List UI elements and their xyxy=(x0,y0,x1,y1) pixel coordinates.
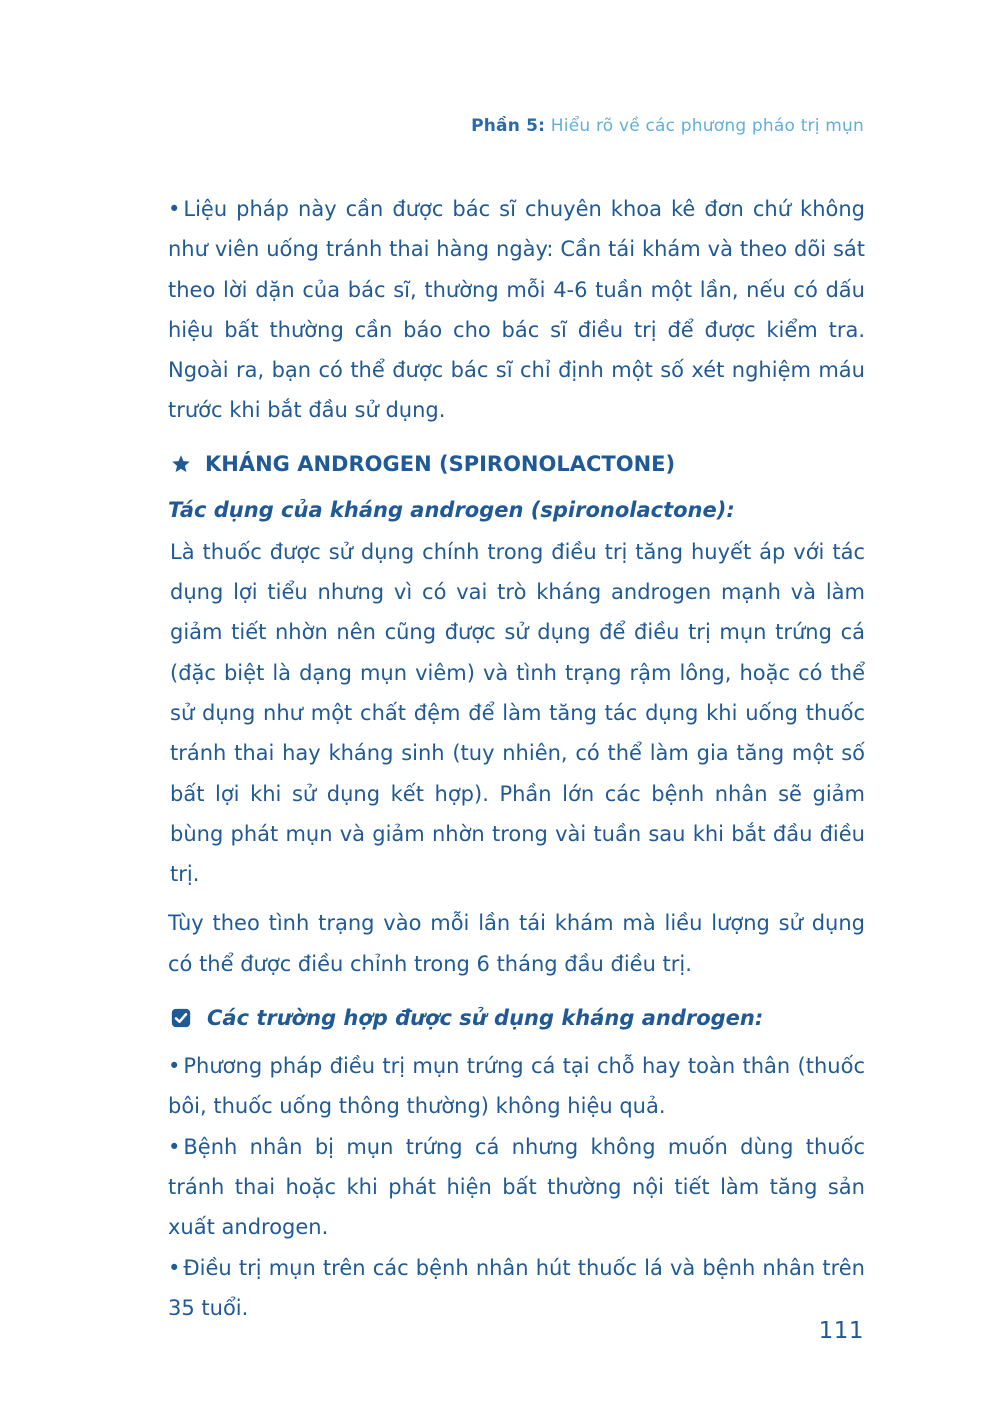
section-heading xyxy=(168,442,865,486)
star-icon xyxy=(171,454,191,474)
effect-heading: Tác dụng của kháng androgen (spironolactone): xyxy=(168,497,735,522)
indication-item xyxy=(168,1248,865,1329)
page-number: 111 xyxy=(818,1318,864,1344)
indication-text: Điều trị mụn trên các bệnh nhân hút thuốc lá và bệnh nhân trên 35 tuổi. xyxy=(168,1255,865,1320)
indication-item xyxy=(168,1046,865,1127)
header-section-title: Hiểu rõ về các phương pháo trị mụn xyxy=(550,116,864,136)
bullet: • xyxy=(168,1054,181,1079)
intro-paragraph xyxy=(168,189,865,431)
indication-text: Phương pháp điều trị mụn trứng cá tại chỗ hay toàn thân (thuốc bôi, thuốc uống thông thường) không hiệu quả. xyxy=(168,1054,865,1119)
bullet: • xyxy=(168,1255,181,1280)
checkbox-icon xyxy=(171,1008,191,1028)
header-part-label: Phần 5: xyxy=(471,116,546,136)
bullet: • xyxy=(168,1134,181,1159)
dosage-paragraph: Tùy theo tình trạng vào mỗi lần tái khám mà liều lượng sử dụng có thể được điều chỉnh trong 6 tháng đầu điều trị. xyxy=(168,911,865,976)
indication-item xyxy=(168,1127,865,1248)
running-header xyxy=(471,116,864,136)
effect-paragraph: Là thuốc được sử dụng chính trong điều trị tăng huyết áp với tác dụng lợi tiểu nhưng vì có vai trò kháng androgen mạnh và làm giảm tiết nhờn nên cũng được sử dụng để điều trị mụn trứng cá (đặc biệt là dạng mụn viêm) và tình trạng rậm lông, hoặc có thể sử dụng như một chất đệm để làm tăng tác dụng khi uống thuốc tránh thai hay kháng sinh (tuy nhiên, có thể làm gia tăng một số bất lợi khi sử dụng kết hợp). Phần lớn các bệnh nhân sẽ giảm bùng phát mụn và giảm nhờn trong vài tuần sau khi bắt đầu điều trị. xyxy=(170,539,865,887)
indication-text: Bệnh nhân bị mụn trứng cá nhưng không muốn dùng thuốc tránh thai hoặc khi phát hiện bất thường nội tiết làm tăng sản xuất androgen. xyxy=(168,1134,865,1240)
indications-title: Các trường hợp được sử dụng kháng androgen: xyxy=(207,1006,764,1031)
section-title: KHÁNG ANDROGEN (SPIRONOLACTONE) xyxy=(205,451,676,476)
indications-heading xyxy=(168,996,865,1040)
page-content xyxy=(168,189,865,1328)
bullet: • xyxy=(168,197,181,221)
intro-text: Liệu pháp này cần được bác sĩ chuyên khoa kê đơn chứ không như viên uống tránh thai hàng ngày: Cần tái khám và theo dõi sát theo lời dặn của bác sĩ, thường mỗi 4-6 tuần một lần, nếu có dấu hiệu bất thường cần báo cho bác sĩ điều trị để được kiểm tra. Ngoài ra, bạn có thể được bác sĩ chỉ định một số xét nghiệm máu trước khi bắt đầu sử dụng. xyxy=(168,197,865,423)
